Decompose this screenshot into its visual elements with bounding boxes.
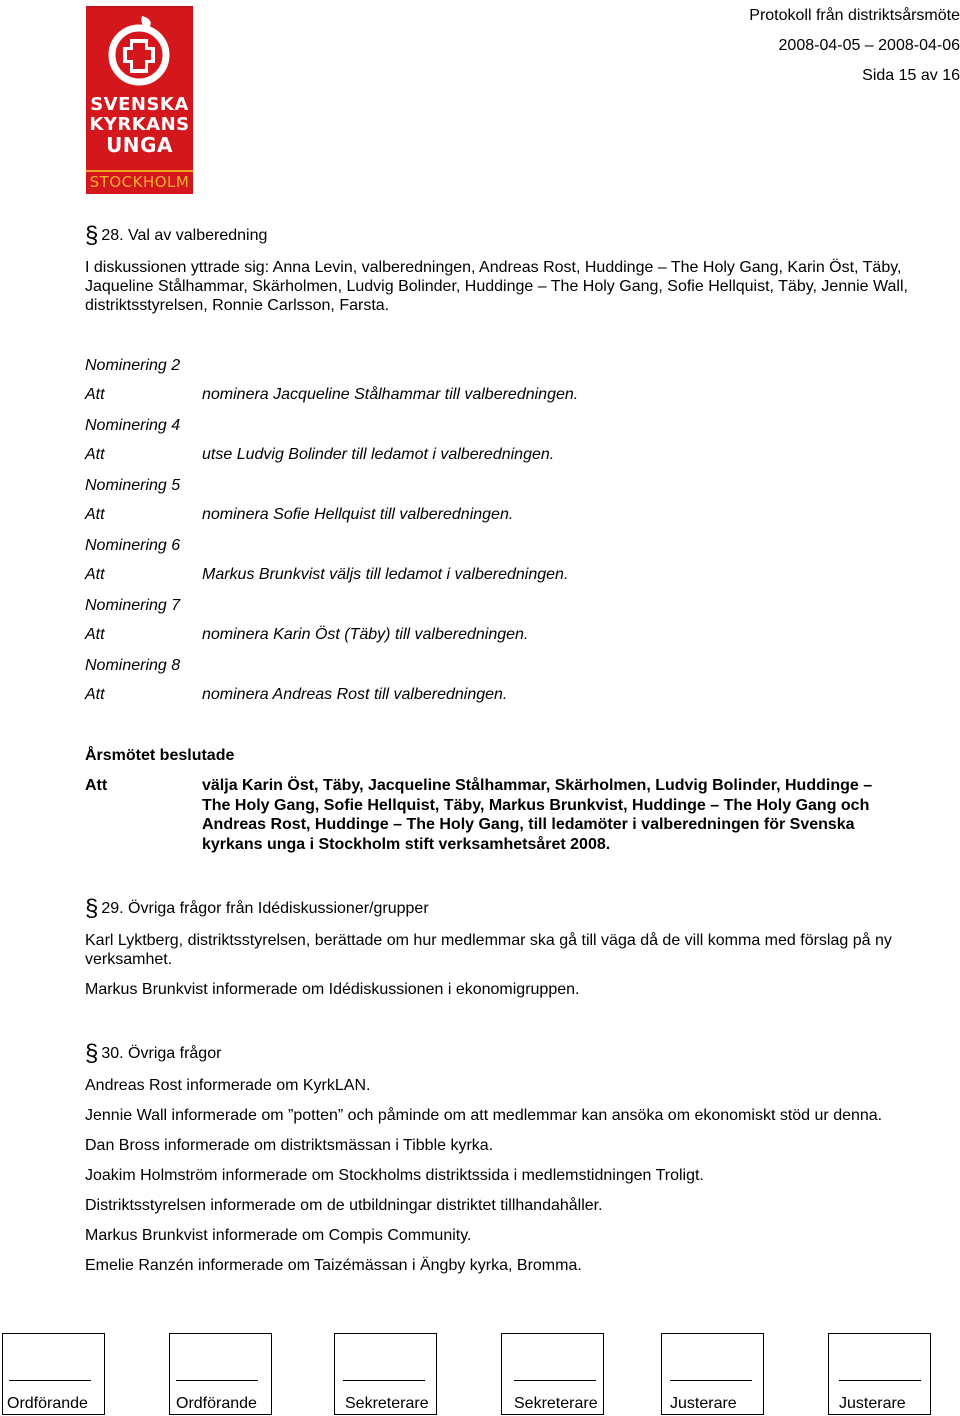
section-30-item: Emelie Ranzén informerade om Taizémässan i Ängby kyrka, Bromma.	[85, 1257, 582, 1274]
document-title: Protokoll från distriktsårsmöte	[749, 7, 960, 24]
section-28-heading	[85, 222, 267, 250]
nomination-title: Nominering 2	[85, 357, 181, 374]
logo-text-line-1: SVENSKA	[90, 94, 189, 115]
decision-text	[202, 776, 922, 854]
signature-box[interactable]	[334, 1333, 437, 1415]
nomination-title: Nominering 6	[85, 537, 181, 554]
decision-att: Att	[85, 777, 108, 794]
nomination-text: nominera Sofie Hellquist till valberedningen.	[202, 506, 514, 523]
signature-label: Justerare	[839, 1395, 906, 1412]
decision-line: The Holy Gang, Sofie Hellquist, Täby, Markus Brunkvist, Huddinge – The Holy Gang och	[202, 796, 870, 814]
section-29-title: 29. Övriga frågor från Idédiskussioner/grupper	[101, 900, 429, 917]
signature-label: Sekreterare	[514, 1395, 598, 1412]
nomination-att: Att	[85, 686, 105, 703]
nomination-title: Nominering 7	[85, 597, 181, 614]
document-dates: 2008-04-05 – 2008-04-06	[778, 37, 960, 54]
nomination-text: Markus Brunkvist väljs till ledamot i valberedningen.	[202, 566, 569, 583]
organization-logo	[86, 6, 193, 192]
section-30-item: Andreas Rost informerade om KyrkLAN.	[85, 1077, 371, 1094]
section-30-item: Distriktsstyrelsen informerade om de utbildningar distriktet tillhandahåller.	[85, 1197, 603, 1214]
page-number: Sida 15 av 16	[862, 67, 960, 84]
section-28-discussion: I diskussionen yttrade sig: Anna Levin, valberedningen, Andreas Rost, Huddinge – The Holy Gang, Karin Öst, Täby, Jaqueline Stålhammar, Skärholmen, Ludvig Bolinder, Huddinge – The Holy Gang, Sofie Hellquist, Täby, Jennie Wall, distriktsstyrelsen, Ronnie Carlsson, Farsta.	[85, 259, 908, 314]
signature-box[interactable]	[828, 1333, 931, 1415]
section-30-item: Markus Brunkvist informerade om Compis Community.	[85, 1227, 472, 1244]
signature-line	[176, 1380, 258, 1381]
nomination-title: Nominering 8	[85, 657, 181, 674]
signature-line	[514, 1380, 596, 1381]
section-symbol-icon: §	[85, 895, 99, 922]
nomination-att: Att	[85, 566, 105, 583]
logo-city: STOCKHOLM	[89, 173, 190, 191]
nomination-title: Nominering 5	[85, 477, 181, 494]
signature-line	[343, 1380, 425, 1381]
signature-label: Sekreterare	[345, 1395, 429, 1412]
decision-heading: Årsmötet beslutade	[85, 747, 235, 764]
signature-line	[670, 1380, 752, 1381]
section-29-paragraph: Markus Brunkvist informerade om Idédiskussionen i ekonomigruppen.	[85, 981, 580, 998]
signature-label: Justerare	[670, 1395, 737, 1412]
section-30-item: Joakim Holmström informerade om Stockholms distriktssida i medlemstidningen Troligt.	[85, 1167, 704, 1184]
logo-text-line-2: KYRKANS	[89, 114, 190, 135]
section-30-item: Jennie Wall informerade om ”potten” och påminde om att medlemmar kan ansöka om ekonomiskt stöd ur denna.	[85, 1107, 883, 1124]
nomination-att: Att	[85, 506, 105, 523]
section-symbol-icon: §	[85, 222, 99, 249]
section-29-paragraph: Karl Lyktberg, distriktsstyrelsen, berättade om hur medlemmar ska gå till väga då de vill komma med förslag på ny verksamhet.	[85, 932, 892, 968]
logo-text-line-3: UNGA	[106, 133, 173, 157]
section-29-heading	[85, 895, 429, 923]
section-30-item: Dan Bross informerade om distriktsmässan i Tibble kyrka.	[85, 1137, 494, 1154]
nomination-att: Att	[85, 626, 105, 643]
section-symbol-icon: §	[85, 1040, 99, 1067]
signature-box[interactable]	[2, 1333, 105, 1415]
decision-line: välja Karin Öst, Täby, Jacqueline Stålhammar, Skärholmen, Ludvig Bolinder, Huddinge –	[202, 777, 873, 794]
signature-line	[839, 1380, 921, 1381]
signature-box[interactable]	[501, 1333, 604, 1415]
section-30-heading	[85, 1040, 221, 1068]
nomination-title: Nominering 4	[85, 417, 181, 434]
signature-label: Ordförande	[7, 1395, 88, 1412]
signature-box[interactable]	[661, 1333, 764, 1415]
cross-emblem-icon	[102, 13, 174, 89]
nomination-text: nominera Karin Öst (Täby) till valberedningen.	[202, 626, 529, 643]
decision-line: Andreas Rost, Huddinge – The Holy Gang, till ledamöter i valberedningen för Svenska	[202, 816, 855, 833]
nomination-text: nominera Jacqueline Stålhammar till valberedningen.	[202, 386, 579, 403]
signature-box[interactable]	[169, 1333, 272, 1415]
signature-label: Ordförande	[176, 1395, 257, 1412]
nomination-text: nominera Andreas Rost till valberedningen.	[202, 686, 508, 703]
nomination-text: utse Ludvig Bolinder till ledamot i valberedningen.	[202, 446, 555, 463]
decision-line: kyrkans unga i Stockholm stift verksamhetsåret 2008.	[202, 835, 611, 853]
section-30-title: 30. Övriga frågor	[101, 1045, 222, 1062]
signature-line	[9, 1380, 91, 1381]
nomination-att: Att	[85, 386, 105, 403]
section-28-title: 28. Val av valberedning	[101, 227, 268, 244]
nomination-att: Att	[85, 446, 105, 463]
